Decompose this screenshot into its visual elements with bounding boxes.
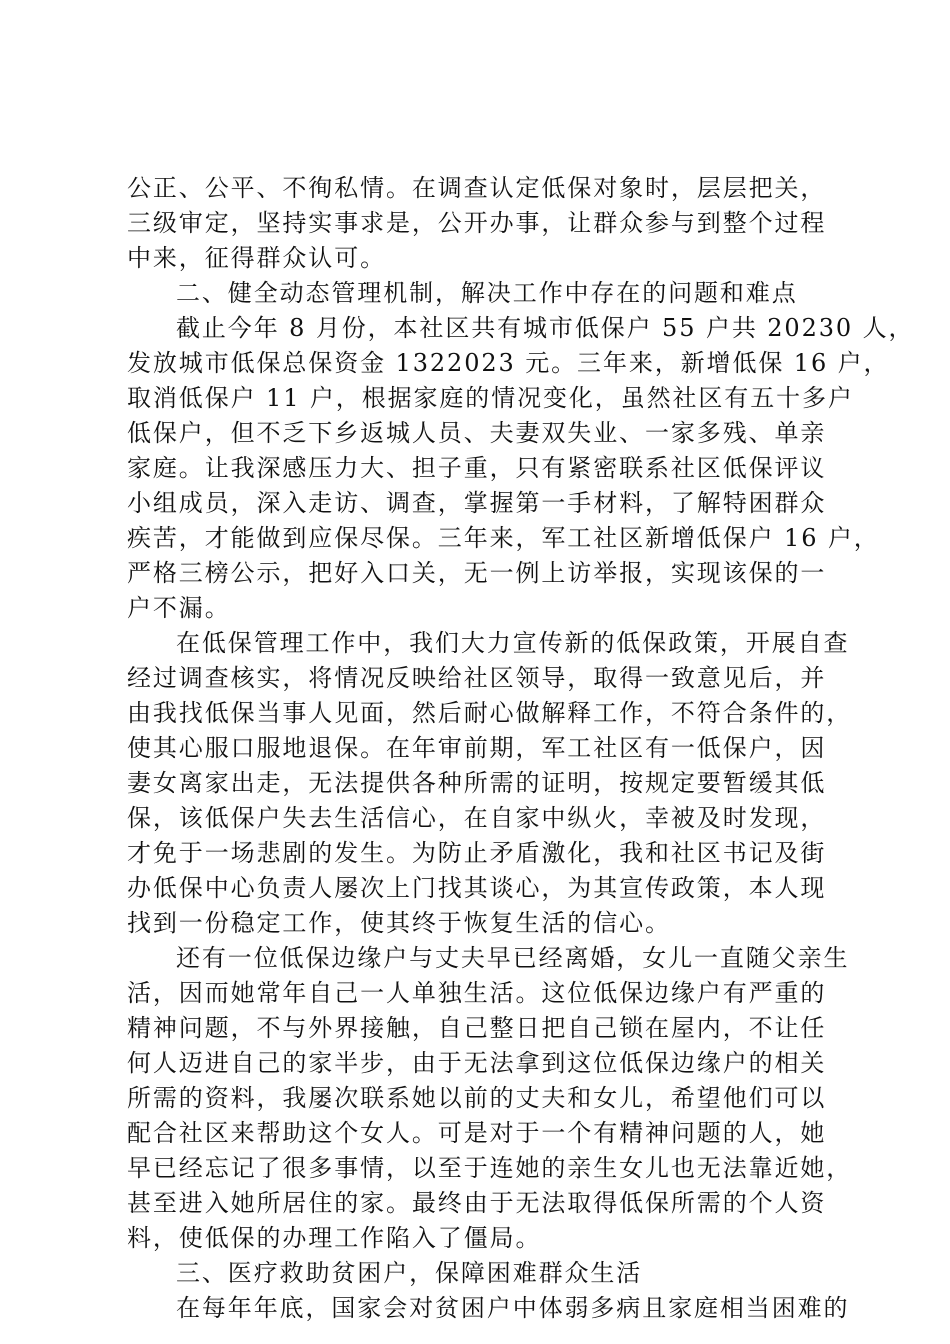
text-line: 料，使低保的办理工作陷入了僵局。	[127, 1224, 542, 1252]
text-line: 公正、公平、不徇私情。在调查认定低保对象时，层层把关，	[127, 174, 827, 202]
document-body	[127, 171, 915, 1326]
text-line: 甚至进入她所居住的家。最终由于无法取得低保所需的个人资	[127, 1189, 827, 1217]
text-line: 精神问题，不与外界接触，自己整日把自己锁在屋内，不让任	[127, 1014, 827, 1042]
text-line: 低保户，但不乏下乡返城人员、夫妻双失业、一家多残、单亲	[127, 419, 827, 447]
text-line: 取消低保户 11 户，根据家庭的情况变化，虽然社区有五十多户	[127, 384, 854, 412]
text-line: 何人迈进自己的家半步，由于无法拿到这位低保边缘户的相关	[127, 1049, 827, 1077]
text-line: 三、医疗救助贫困户，保障困难群众生活	[176, 1259, 643, 1287]
text-line: 还有一位低保边缘户与丈夫早已经离婚，女儿一直随父亲生	[176, 944, 850, 972]
paragraph	[127, 171, 837, 276]
text-line: 在每年年底，国家会对贫困户中体弱多病且家庭相当困难的	[176, 1294, 850, 1322]
text-line: 保，该低保户失去生活信心，在自家中纵火，幸被及时发现，	[127, 804, 827, 832]
text-line: 使其心服口服地退保。在年审前期，军工社区有一低保户，因	[127, 734, 827, 762]
text-line: 配合社区来帮助这个女人。可是对于一个有精神问题的人，她	[127, 1119, 827, 1147]
text-line: 小组成员，深入走访、调查，掌握第一手材料，了解特困群众	[127, 489, 827, 517]
text-line: 才免于一场悲剧的发生。为防止矛盾激化，我和社区书记及街	[127, 839, 827, 867]
text-line: 二、健全动态管理机制，解决工作中存在的问题和难点	[176, 279, 798, 307]
text-line: 三级审定，坚持实事求是，公开办事，让群众参与到整个过程	[127, 209, 827, 237]
text-line: 在低保管理工作中，我们大力宣传新的低保政策，开展自查	[176, 629, 850, 657]
text-line: 户不漏。	[127, 594, 231, 622]
text-line: 发放城市低保总保资金 1322023 元。三年来，新增低保 16 户，	[127, 349, 890, 377]
text-line: 严格三榜公示，把好入口关，无一例上访举报，实现该保的一	[127, 559, 827, 587]
text-line: 找到一份稳定工作，使其终于恢复生活的信心。	[127, 909, 671, 937]
text-line: 由我找低保当事人见面，然后耐心做解释工作，不符合条件的，	[127, 699, 853, 727]
text-line: 经过调查核实，将情况反映给社区领导，取得一致意见后，并	[127, 664, 827, 692]
text-line: 早已经忘记了很多事情，以至于连她的亲生女儿也无法靠近她，	[127, 1154, 853, 1182]
text-line: 截止今年 8 月份，本社区共有城市低保户 55 户共 20230 人，	[176, 314, 915, 342]
text-line: 办低保中心负责人屡次上门找其谈心，为其宣传政策，本人现	[127, 874, 827, 902]
paragraph	[127, 311, 915, 626]
paragraph	[127, 1291, 850, 1326]
text-line: 妻女离家出走，无法提供各种所需的证明，按规定要暂缓其低	[127, 769, 827, 797]
paragraph	[127, 626, 853, 941]
text-line: 活，因而她常年自己一人单独生活。这位低保边缘户有严重的	[127, 979, 827, 1007]
paragraph	[127, 941, 853, 1256]
text-line: 家庭。让我深感压力大、担子重，只有紧密联系社区低保评议	[127, 454, 827, 482]
text-line: 疾苦，才能做到应保尽保。三年来，军工社区新增低保户 16 户，	[127, 524, 880, 552]
text-line: 中来，征得群众认可。	[127, 244, 386, 272]
paragraph	[127, 1256, 837, 1291]
paragraph	[127, 276, 837, 311]
text-line: 所需的资料，我屡次联系她以前的丈夫和女儿，希望他们可以	[127, 1084, 827, 1112]
